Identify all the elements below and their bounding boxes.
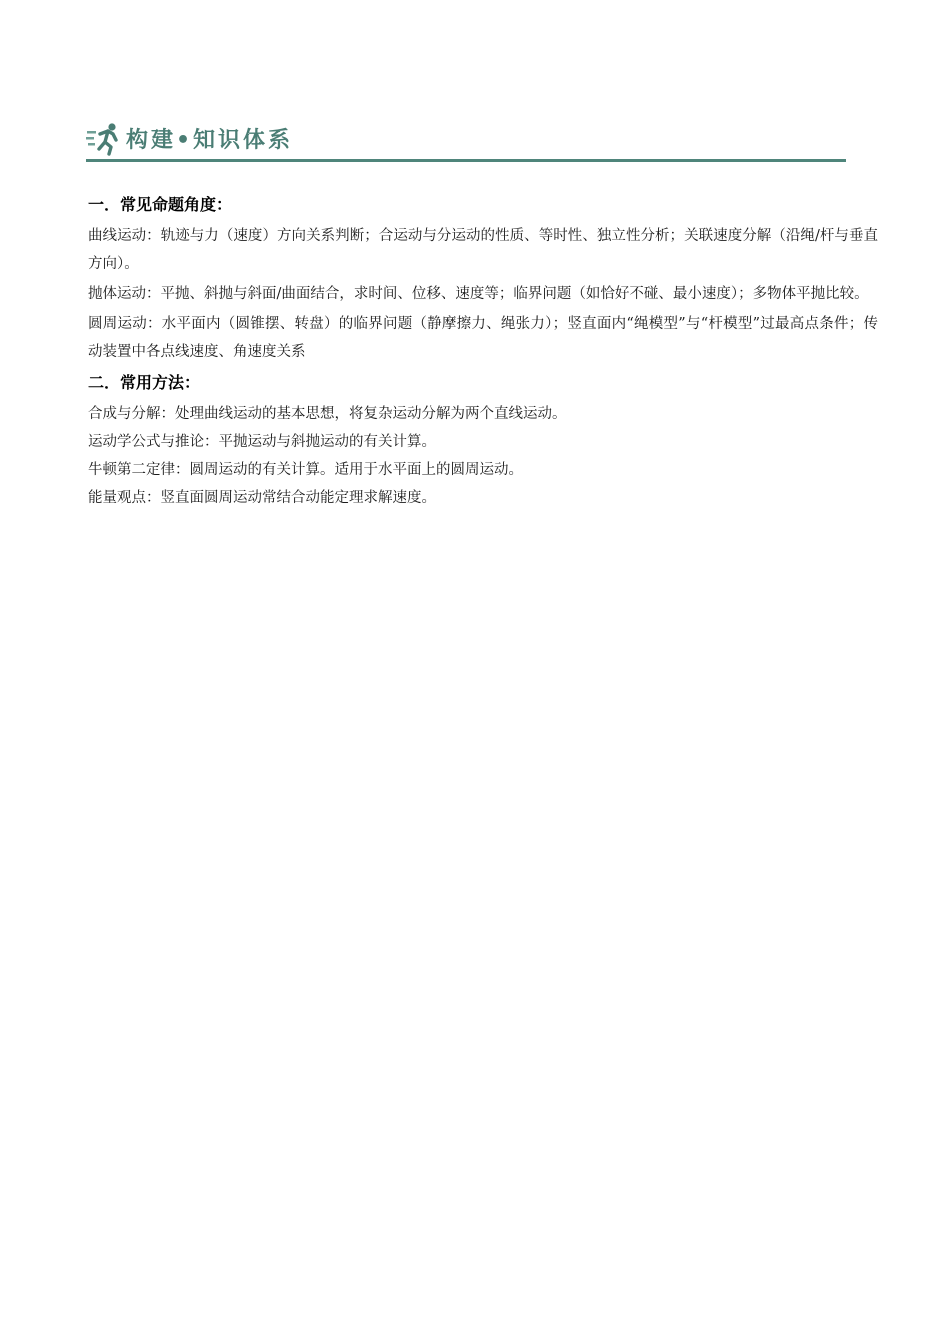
section-heading-common-methods: 二．常用方法：: [88, 373, 201, 392]
document-body: [88, 192, 878, 512]
banner-divider: [86, 159, 846, 162]
section-heading-question-angles: 一．常见命题角度：: [88, 195, 233, 214]
paragraph-method-decomposition: 合成与分解：处理曲线运动的基本思想，将复杂运动分解为两个直线运动。: [88, 406, 567, 422]
running-figure-icon: [86, 122, 122, 156]
paragraph-method-newton: 牛顿第二定律：圆周运动的有关计算。适用于水平面上的圆周运动。: [88, 462, 523, 478]
paragraph-method-energy: 能量观点：竖直面圆周运动常结合动能定理求解速度。: [88, 490, 436, 506]
paragraph-circular-motion: 圆周运动：水平面内（圆锥摆、转盘）的临界问题（静摩擦力、绳张力）；竖直面内“绳模型”与“杆模型”过最高点条件；传动装置中各点线速度、角速度关系: [88, 316, 878, 360]
banner-title: 构建•知识体系: [126, 128, 294, 153]
paragraph-curvilinear-motion: 曲线运动：轨迹与力（速度）方向关系判断；合运动与分运动的性质、等时性、独立性分析；关联速度分解（沿绳/杆与垂直方向）。: [88, 228, 878, 272]
paragraph-method-kinematics: 运动学公式与推论：平抛运动与斜抛运动的有关计算。: [88, 434, 436, 450]
paragraph-projectile-motion: 抛体运动：平抛、斜抛与斜面/曲面结合，求时间、位移、速度等；临界问题（如恰好不碰、最小速度）；多物体平抛比较。: [88, 286, 869, 302]
section-banner: [86, 120, 846, 164]
